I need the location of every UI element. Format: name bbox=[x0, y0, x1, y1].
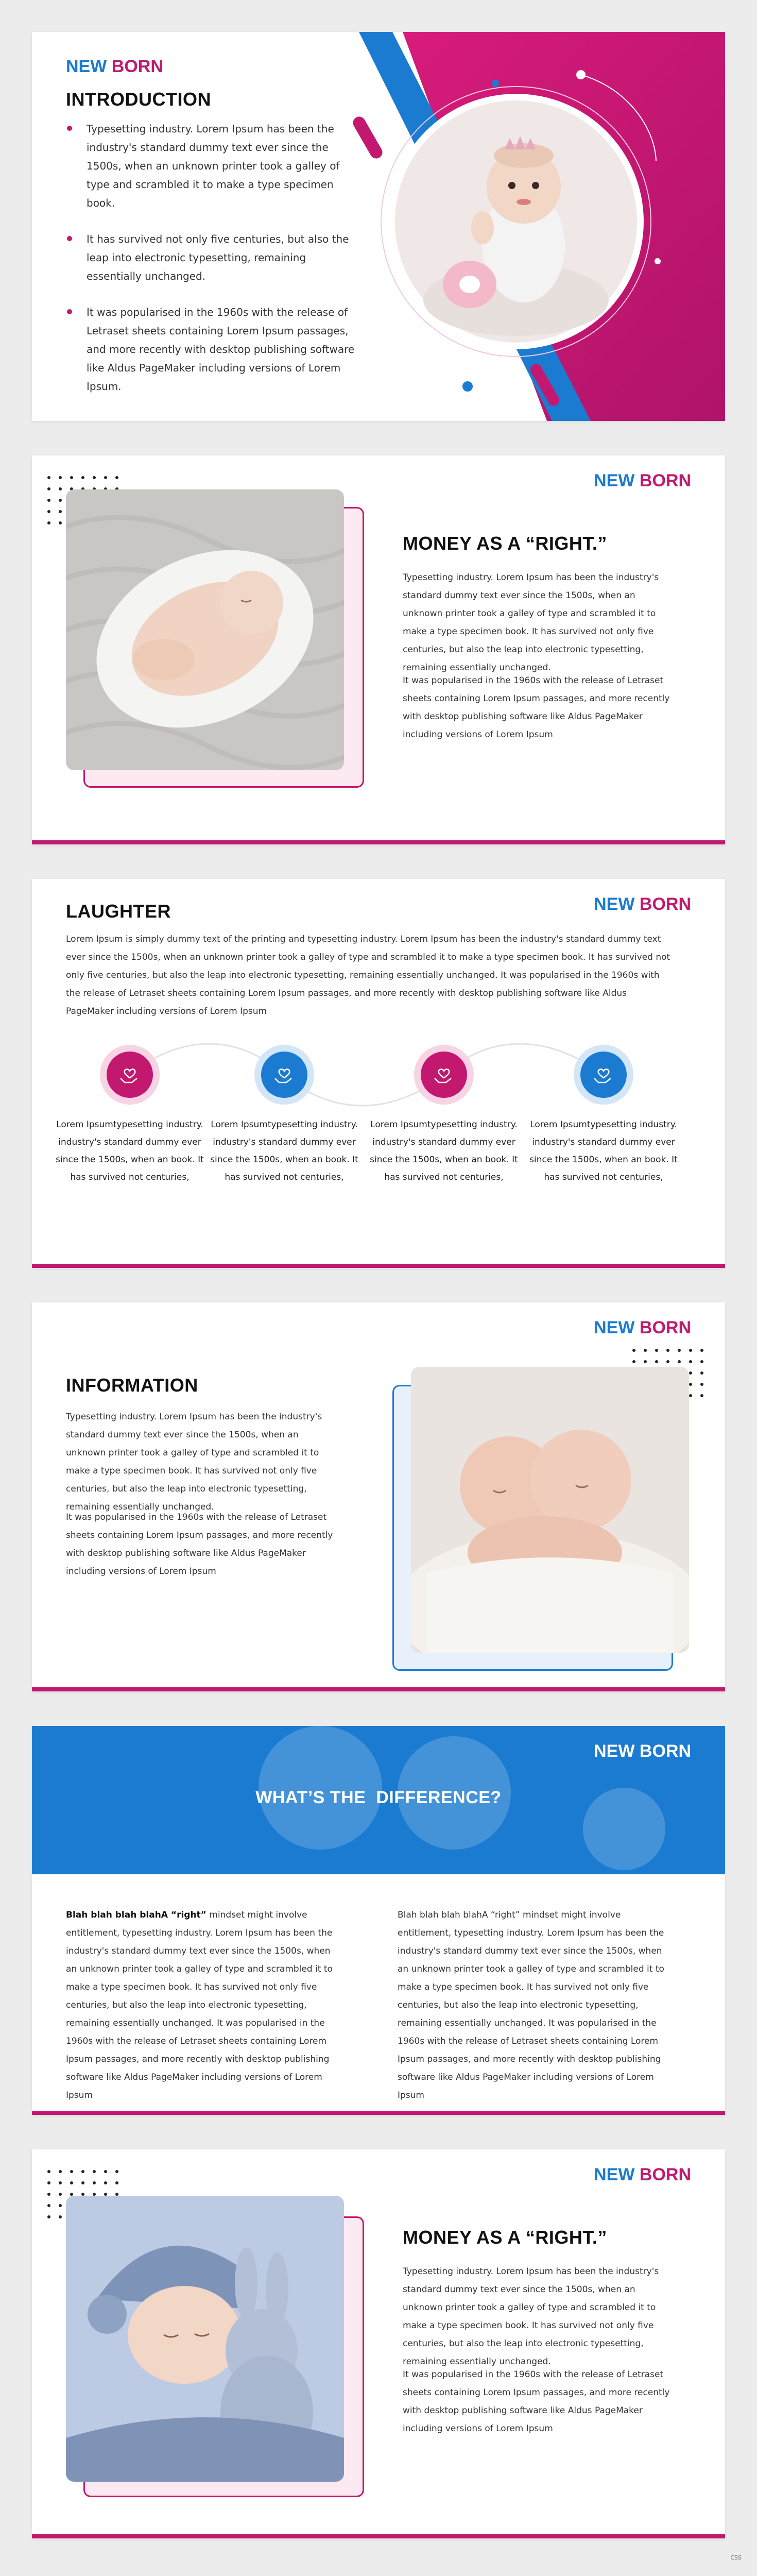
brand-logo: NEW BORN bbox=[594, 894, 691, 914]
slide-title: LAUGHTER bbox=[66, 901, 171, 922]
hands-heart-icon bbox=[272, 1063, 296, 1087]
slide-information bbox=[32, 1302, 725, 1691]
brand-logo: NEW BORN bbox=[66, 57, 163, 76]
step-1-text: Lorem Ipsumtypesetting industry. industry's standard dummy ever since the 1500s, when an book. It has survived not centuries, bbox=[56, 1120, 204, 1182]
brand-logo: NEW BORN bbox=[594, 1741, 691, 1761]
bottom-accent-line bbox=[32, 1264, 725, 1268]
bullet-item: Typesetting industry. Lorem Ipsum has been the industry's standard dummy text ever since the 1500s, when an unknown printer took a galley of type and scrambled it to make a type specimen book. bbox=[66, 120, 359, 212]
hands-heart-icon bbox=[432, 1063, 456, 1087]
column-1-text: Blah blah blah blahA “right” mindset might involve entitlement, typesetting industry. Lorem Ipsum has been the industry's standard dummy text ever since the 1500s, when an unknown printer took a galley of type and scrambled it to make a type specimen book. It has survived not only five centuries, but also the leap into electronic typesetting, remaining essentially unchanged. It was popularised in the 1960s with the release of Letraset sheets containing Lorem Ipsum passages, and more recently with desktop publishing software like Aldus PageMaker including versions of Lorem Ipsum bbox=[66, 1910, 333, 2100]
paragraph-2: It was popularised in the 1960s with the release of Letraset sheets containing Lorem Ipsum passages, and more recently with desktop publishing software like Aldus PageMaker including versions of Lorem Ipsum bbox=[66, 1512, 333, 1577]
step-3-text: Lorem Ipsumtypesetting industry. industry's standard dummy ever since the 1500s, when an book. It has survived not centuries, bbox=[370, 1120, 518, 1182]
paragraph-1: Typesetting industry. Lorem Ipsum has been the industry's standard dummy text ever since the 1500s, when an unknown printer took a galley of type and scrambled it to make a type specimen book. It has survived not only five centuries, but also the leap into electronic typesetting, remaining essentially unchanged. bbox=[403, 2266, 659, 2367]
paragraph-1: Typesetting industry. Lorem Ipsum has been the industry's standard dummy text ever since the 1500s, when an unknown printer took a galley of type and scrambled it to make a type specimen book. It has survived not only five centuries, but also the leap into electronic typesetting, remaining essentially unchanged. bbox=[403, 572, 659, 673]
slide-difference bbox=[32, 1726, 725, 2115]
bullet-dot-icon bbox=[67, 309, 72, 314]
slide-title: MONEY AS A “RIGHT.” bbox=[403, 2227, 607, 2248]
slide-money-as-right-2 bbox=[32, 2149, 725, 2538]
credit-text: CSS bbox=[730, 2554, 742, 2561]
bullet-dot-icon bbox=[67, 126, 72, 131]
paragraph-1: Typesetting industry. Lorem Ipsum has been the industry's standard dummy text ever since the 1500s, when an unknown printer took a galley of type and scrambled it to make a type specimen book. It has survived not only five centuries, but also the leap into electronic typesetting, remaining essentially unchanged. bbox=[66, 1412, 322, 1512]
bottom-accent-line bbox=[32, 2534, 725, 2538]
step-4-text: Lorem Ipsumtypesetting industry. industry's standard dummy ever since the 1500s, when an book. It has survived not centuries, bbox=[529, 1120, 678, 1182]
column-2-text: Blah blah blah blahA “right” mindset might involve entitlement, typesetting industry. Lorem Ipsum has been the industry's standard dummy text ever since the 1500s, when an unknown printer took a galley of type and scrambled it to make a type specimen book. It has survived not only five centuries, but also the leap into electronic typesetting, remaining essentially unchanged. It was popularised in the 1960s with the release of Letraset sheets containing Lorem Ipsum passages, and more recently with desktop publishing software like Aldus PageMaker including versions of Lorem Ipsum bbox=[398, 1910, 664, 2100]
baby-with-bunny-photo bbox=[66, 2196, 344, 2482]
bullet-item: It has survived not only five centuries, but also the leap into electronic typesetting, remaining essentially unchanged. bbox=[66, 230, 359, 285]
bottom-accent-line bbox=[32, 840, 725, 844]
slide-laughter bbox=[32, 879, 725, 1268]
slide-title: MONEY AS A “RIGHT.” bbox=[403, 533, 607, 554]
brand-logo: NEW BORN bbox=[594, 2165, 691, 2184]
paragraph-2: It was popularised in the 1960s with the release of Letraset sheets containing Lorem Ipsum passages, and more recently with desktop publishing software like Aldus PageMaker including versions of Lorem Ipsum bbox=[403, 675, 670, 740]
bullet-dot-icon bbox=[67, 236, 72, 241]
slide-title: INFORMATION bbox=[66, 1375, 198, 1396]
bottom-accent-line bbox=[32, 2111, 725, 2115]
step-2-text: Lorem Ipsumtypesetting industry. industry's standard dummy ever since the 1500s, when an book. It has survived not centuries, bbox=[210, 1120, 358, 1182]
slide-title: INTRODUCTION bbox=[66, 89, 211, 110]
bottom-accent-line bbox=[32, 1687, 725, 1691]
step-3-icon-circle bbox=[414, 1045, 474, 1105]
slide-title: WHAT’S THE DIFFERENCE? bbox=[255, 1788, 502, 1807]
twin-babies-photo bbox=[411, 1367, 689, 1653]
sleeping-baby-photo bbox=[66, 489, 344, 770]
brand-logo: NEW BORN bbox=[594, 471, 691, 490]
slide-money-as-right bbox=[32, 455, 725, 844]
step-4-icon-circle bbox=[574, 1045, 633, 1105]
header-banner bbox=[32, 1726, 725, 1874]
step-1-icon-circle bbox=[100, 1045, 160, 1105]
intro-paragraph: Lorem Ipsum is simply dummy text of the printing and typesetting industry. Lorem Ipsum has been the industry's standard dummy text ever since the 1500s, when an unknown printer took a galley of type and scrambled it to make a type specimen book. It has survived not only five centuries, but also the leap into electronic typesetting, remaining essentially unchanged. It was popularised in the 1960s with the release of Letraset sheets containing Lorem Ipsum passages, and more recently with desktop publishing software like Aldus PageMaker including versions of Lorem Ipsum bbox=[66, 934, 670, 1016]
bullet-list bbox=[66, 120, 359, 396]
hands-heart-icon bbox=[118, 1063, 142, 1087]
brand-logo: NEW BORN bbox=[594, 1318, 691, 1337]
paragraph-2: It was popularised in the 1960s with the release of Letraset sheets containing Lorem Ipsum passages, and more recently with desktop publishing software like Aldus PageMaker including versions of Lorem Ipsum bbox=[403, 2369, 670, 2434]
step-2-icon-circle bbox=[254, 1045, 314, 1105]
slide-introduction bbox=[32, 32, 725, 421]
bullet-item: It was popularised in the 1960s with the release of Letraset sheets containing Lorem Ipsum passages, and more recently with desktop publishing software like Aldus PageMaker including versions of Lorem Ipsum. bbox=[66, 303, 359, 396]
hands-heart-icon bbox=[592, 1063, 615, 1087]
